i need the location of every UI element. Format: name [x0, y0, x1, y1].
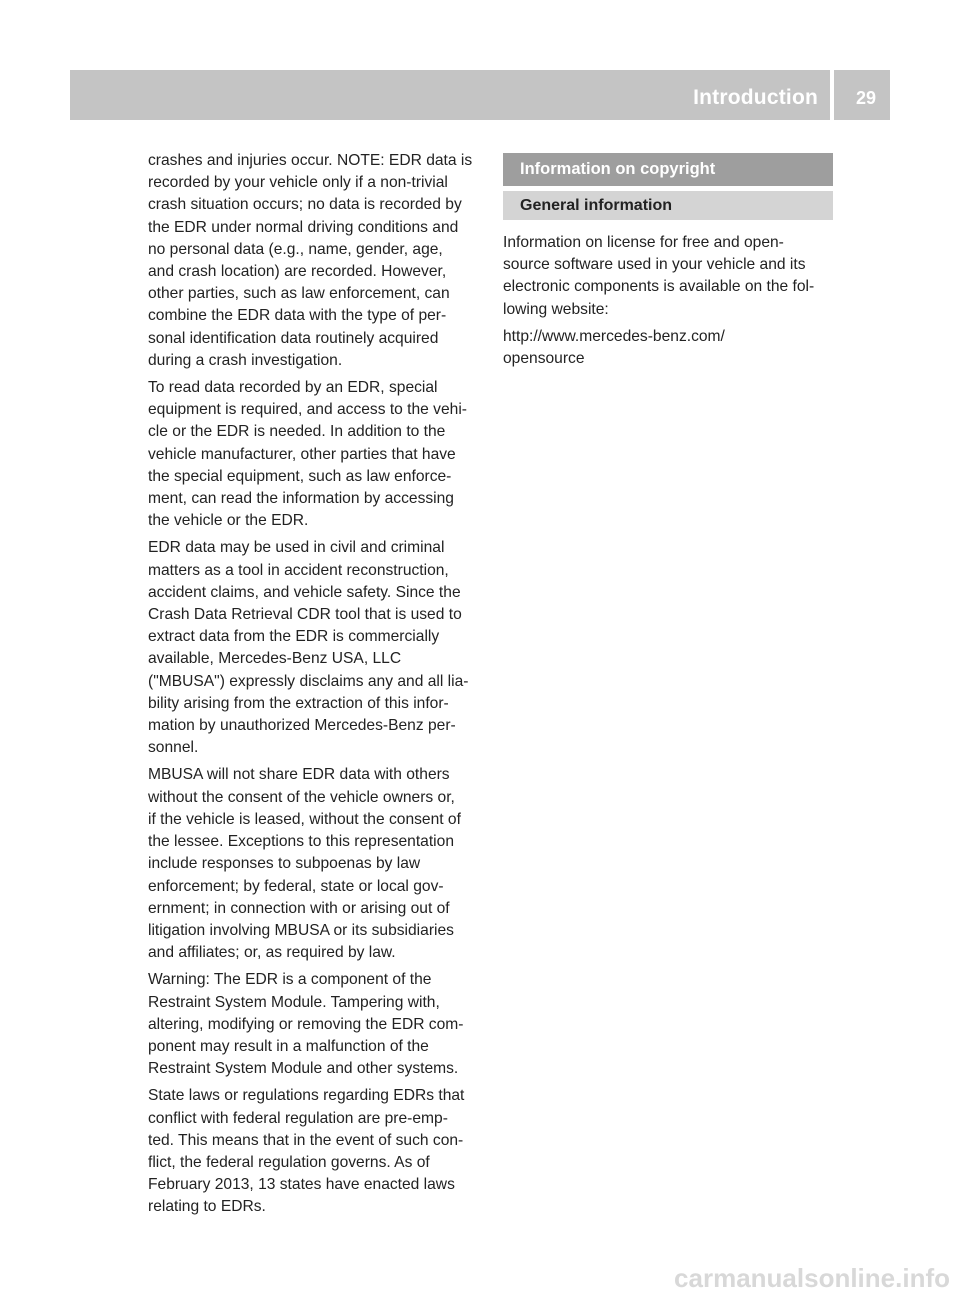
text-line: other parties, such as law enforcement, can — [148, 285, 450, 303]
text-line: include responses to subpoenas by law — [148, 855, 421, 873]
text-line: ("MBUSA") expressly disclaims any and all lia- — [148, 672, 469, 690]
text-line: Information on license for free and open- — [503, 234, 784, 251]
page-number: 29 — [855, 88, 876, 108]
text-line: litigation involving MBUSA or its subsidiaries — [148, 921, 454, 939]
text-line: ernment; in connection with or arising out of — [148, 899, 450, 917]
text-line: if the vehicle is leased, without the consent of — [148, 810, 461, 828]
text-line: Crash Data Retrieval CDR tool that is used to — [148, 606, 462, 624]
text-line: Warning: The EDR is a component of the — [148, 971, 432, 989]
body-paragraph — [148, 537, 483, 759]
body-paragraph — [148, 764, 483, 964]
text-line: without the consent of the vehicle owners or, — [148, 788, 455, 806]
text-line: available, Mercedes-Benz USA, LLC — [148, 650, 402, 668]
text-line: mation by unauthorized Mercedes-Benz per- — [148, 717, 456, 735]
text-line: ment, can read the information by accessing — [148, 490, 454, 508]
watermark: carmanualsonline.info — [674, 1263, 950, 1293]
text-line: the vehicle or the EDR. — [148, 512, 309, 530]
text-line: State laws or regulations regarding EDRs that — [148, 1087, 465, 1105]
text-line: source software used in your vehicle and its — [503, 256, 806, 274]
right-column — [503, 150, 833, 375]
text-line: MBUSA will not share EDR data with others — [148, 766, 450, 784]
text-line: cle or the EDR is needed. In addition to the — [148, 423, 446, 441]
text-line: the EDR under normal driving conditions and — [148, 218, 459, 236]
text-line: accident claims, and vehicle safety. Since the — [148, 583, 461, 601]
text-line: bility arising from the extraction of this infor- — [148, 694, 449, 712]
text-line: crash situation occurs; no data is recorded by — [148, 196, 462, 214]
text-line: matters as a tool in accident reconstruction, — [148, 561, 449, 579]
text-line: the special equipment, such as law enforce- — [148, 467, 452, 485]
body-paragraph — [503, 232, 833, 321]
header-divider — [830, 70, 834, 120]
body-paragraph — [503, 326, 833, 370]
text-line: ponent may result in a malfunction of the — [148, 1037, 429, 1055]
text-line: equipment is required, and access to the vehi- — [148, 401, 467, 419]
text-line: and crash location) are recorded. However, — [148, 263, 447, 281]
body-paragraph — [148, 1085, 483, 1218]
chapter-title: Introduction — [693, 86, 818, 109]
text-line: EDR data may be used in civil and criminal — [148, 539, 445, 557]
text-line: altering, modifying or removing the EDR com- — [148, 1015, 464, 1033]
section-heading-copyright: Information on copyright — [503, 153, 833, 186]
text-line: opensource — [503, 350, 585, 368]
page-header — [70, 70, 890, 120]
text-line: Restraint System Module and other systems. — [148, 1060, 459, 1078]
text-line: Restraint System Module. Tampering with, — [148, 993, 440, 1011]
text-line: To read data recorded by an EDR, special — [148, 379, 438, 397]
text-line: lowing website: — [503, 300, 609, 318]
text-line: sonnel. — [148, 739, 199, 757]
text-line: and affiliates; or, as required by law. — [148, 944, 396, 962]
body-paragraph — [148, 150, 483, 372]
text-line: combine the EDR data with the type of per- — [148, 307, 447, 325]
text-line: February 2013, 13 states have enacted laws — [148, 1176, 455, 1194]
text-line: flict, the federal regulation governs. As of — [148, 1153, 430, 1171]
text-line: recorded by your vehicle only if a non-trivial — [148, 174, 448, 192]
text-line: during a crash investigation. — [148, 351, 343, 369]
text-line: electronic components is available on the fol- — [503, 278, 815, 296]
body-paragraph — [148, 377, 483, 532]
right-column-body — [503, 232, 833, 370]
text-line: vehicle manufacturer, other parties that have — [148, 445, 456, 463]
text-line: ted. This means that in the event of such con- — [148, 1131, 464, 1149]
text-line: http://www.mercedes-benz.com/ — [503, 327, 725, 345]
text-line: conflict with federal regulation are pre-emp- — [148, 1109, 448, 1127]
body-paragraph — [148, 969, 483, 1080]
text-line: sonal identification data routinely acquired — [148, 329, 439, 347]
left-column — [148, 150, 483, 1224]
text-line: crashes and injuries occur. NOTE: EDR data is — [148, 152, 473, 169]
text-line: enforcement; by federal, state or local gov- — [148, 877, 444, 895]
subsection-heading-general-information: General information — [503, 191, 833, 220]
text-line: no personal data (e.g., name, gender, age, — [148, 240, 443, 258]
text-line: extract data from the EDR is commercially — [148, 628, 440, 646]
text-line: relating to EDRs. — [148, 1198, 266, 1216]
text-line: the lessee. Exceptions to this representation — [148, 833, 454, 851]
